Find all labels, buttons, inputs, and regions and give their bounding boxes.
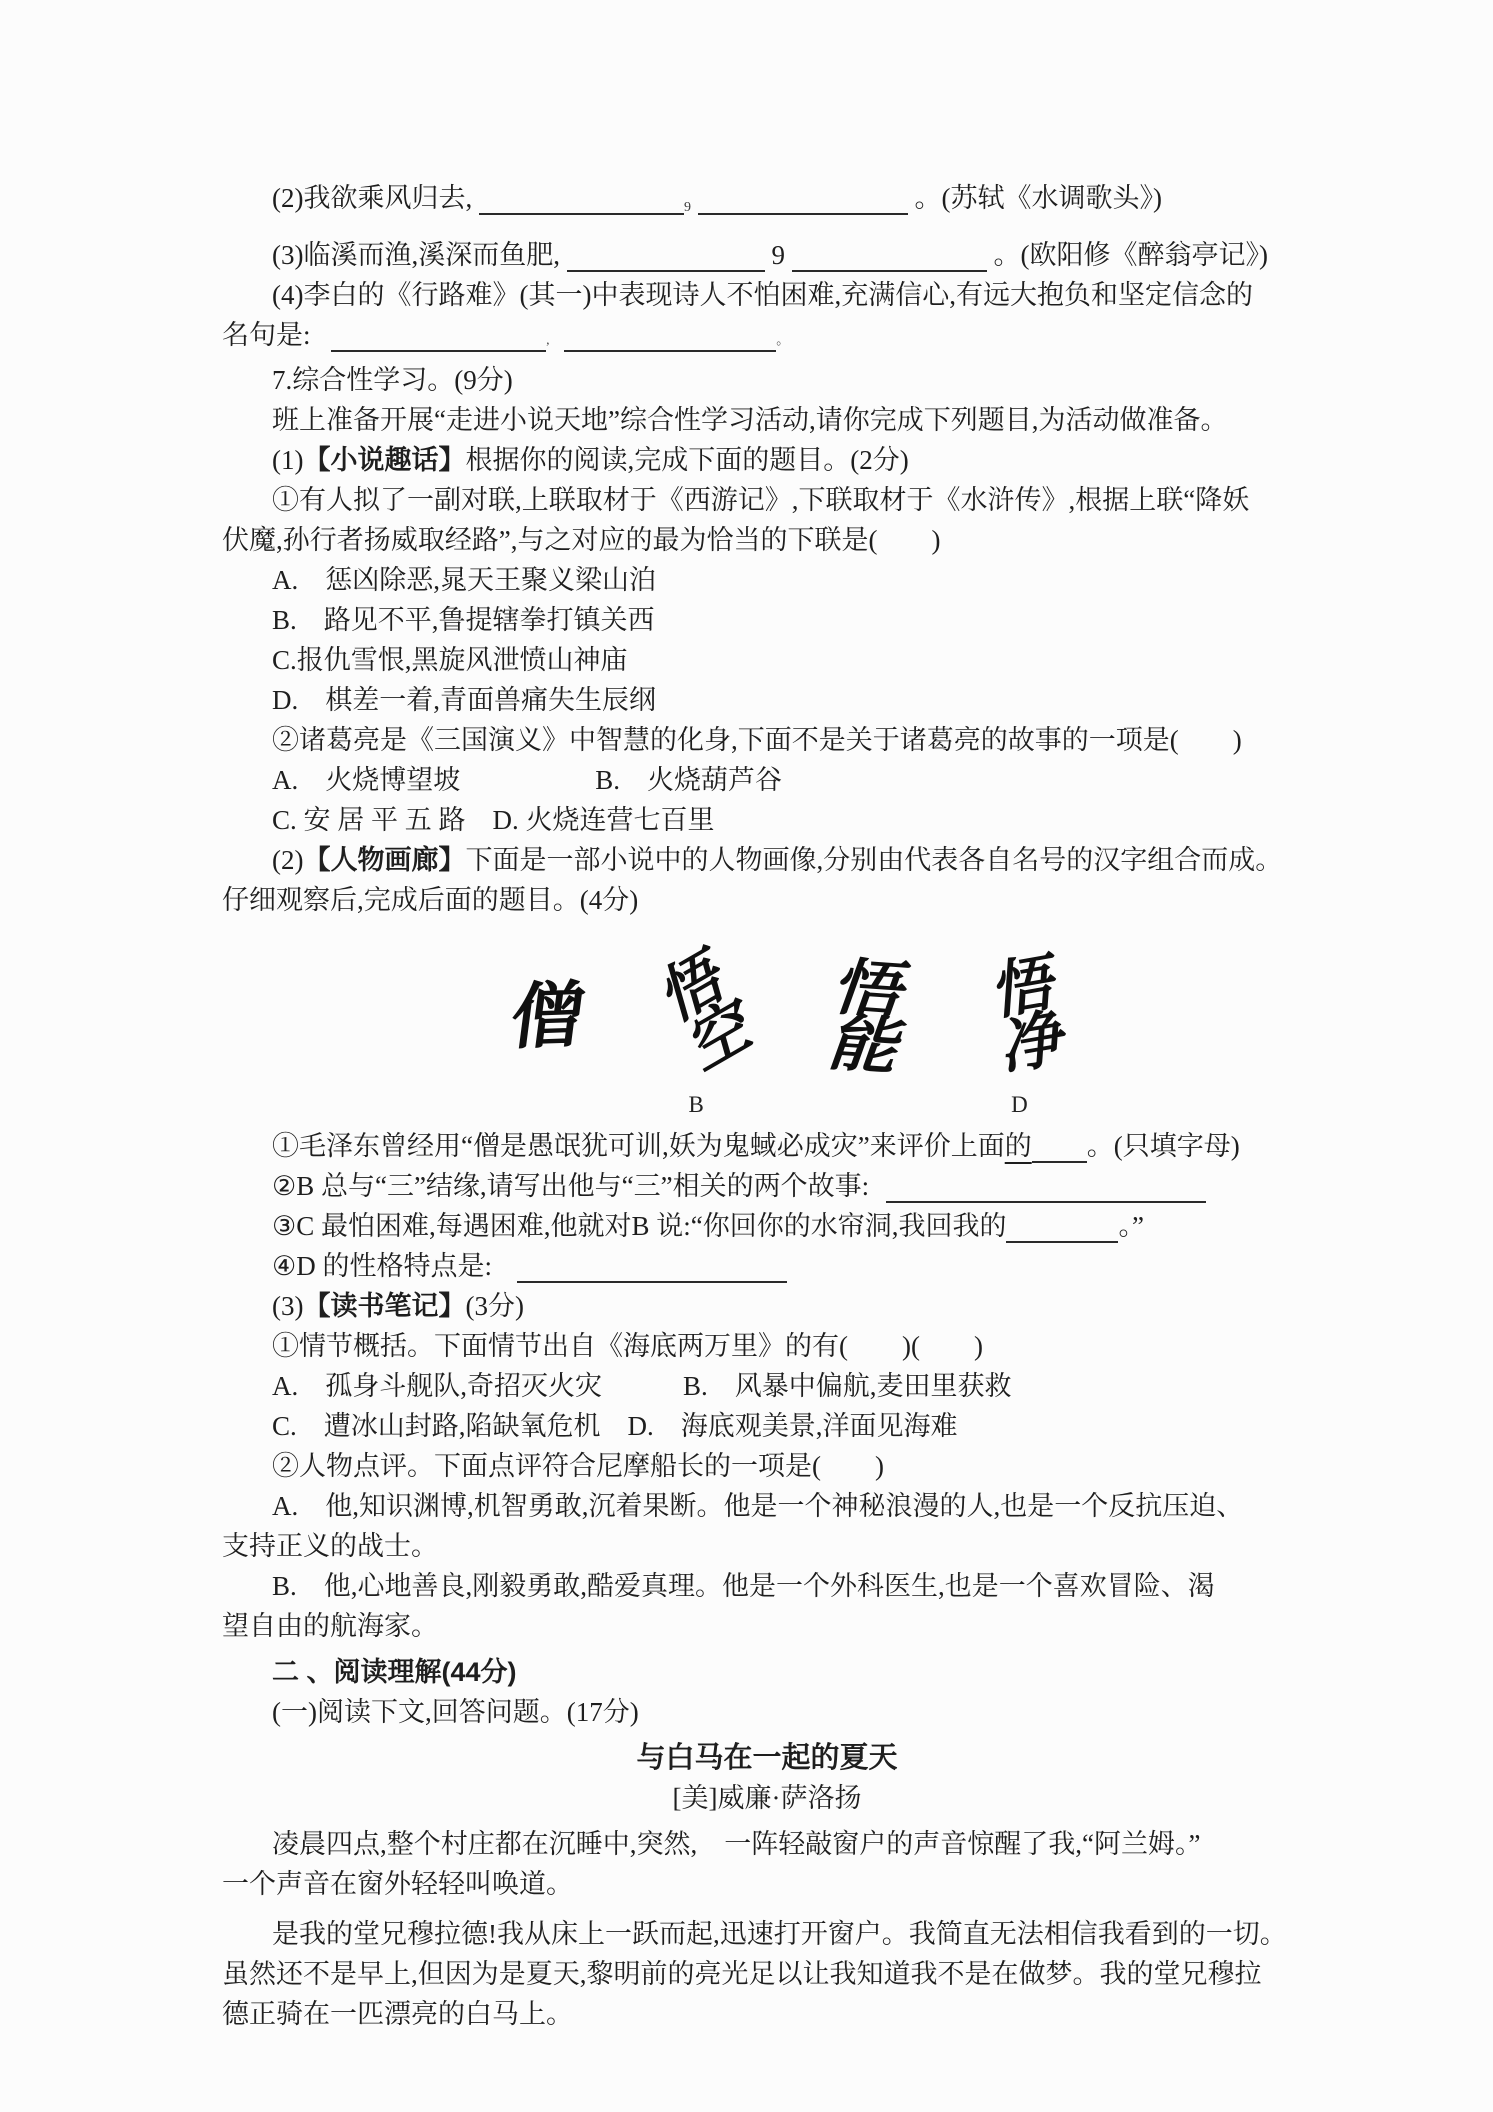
- portrait-4-label: D: [1011, 1092, 1028, 1117]
- couplet-question-line-2: [222, 520, 1312, 560]
- essay-title: 与白马在一起的夏天: [636, 1742, 898, 1774]
- question-2-text: (2)我欲乘风归去,: [272, 183, 473, 213]
- essay-para-1-text-2: 一个声音在窗外轻轻叫唤道。: [222, 1869, 573, 1899]
- plot-options-cd: [222, 1406, 1312, 1446]
- answer-blank: [1032, 1131, 1087, 1163]
- part3-tag: 【读书笔记】: [303, 1291, 466, 1321]
- couplet-option-c-text: C.报仇雪恨,黑旋风泄愤山神庙: [272, 645, 628, 675]
- part3-number: (3): [272, 1291, 304, 1321]
- zhuge-options-cd-text: C. 安 居 平 五 路 D. 火烧连营七百里: [272, 805, 715, 835]
- answer-blank: [517, 1251, 787, 1283]
- part1-desc: 根据你的阅读,完成下面的题目。(2分): [465, 445, 909, 475]
- question-7-heading: [222, 360, 1312, 400]
- underlined-character: 的: [1004, 1131, 1032, 1161]
- answer-blank: [564, 320, 776, 352]
- zhuge-options-ab-text: A. 火烧博望坡 B. 火烧葫芦谷: [272, 765, 783, 795]
- answer-blank: [331, 320, 546, 352]
- review-option-a-line-2: [222, 1526, 1312, 1566]
- answer-blank: [792, 240, 987, 272]
- scan-artifact-mark: 9: [683, 200, 691, 215]
- d-traits-line: [222, 1246, 1312, 1286]
- c-dialogue-end: 。”: [1118, 1211, 1144, 1241]
- c-dialogue-text: ③C 最怕困难,每遇困难,他就对B 说:“你回你的水帘洞,我回我的: [272, 1211, 1007, 1241]
- portrait-2: [636, 932, 757, 1120]
- portrait-4-art: 悟净: [974, 949, 1066, 1073]
- review-option-b-text-2: 望自由的航海家。: [222, 1611, 438, 1641]
- essay-para-2-text-3: 德正骑在一匹漂亮的白马上。: [222, 1999, 573, 2029]
- couplet-option-a: [222, 560, 1312, 600]
- part1-tag: 【小说趣话】: [303, 445, 466, 475]
- plot-options-ab-text: A. 孤身斗舰队,奇招灭火灾 B. 风暴中偏航,麦田里获救: [272, 1371, 1012, 1401]
- zhuge-options-cd: [222, 800, 1312, 840]
- plot-options-ab: [222, 1366, 1312, 1406]
- section-two-heading: [222, 1652, 1312, 1692]
- essay-para-2-text-1: 是我的堂兄穆拉德!我从床上一跃而起,迅速打开窗户。我简直无法相信我看到的一切。: [272, 1919, 1287, 1949]
- part2-heading-line-2: [222, 880, 1312, 920]
- b-stories-line: [222, 1166, 1312, 1206]
- couplet-question-text-1: ①有人拟了一副对联,上联取材于《西游记》,下联取材于《水浒传》,根据上联“降妖: [272, 485, 1250, 515]
- scan-artifact-mark: 9: [771, 240, 785, 270]
- mao-comment-text: ①毛泽东曾经用“僧是愚氓犹可训,妖为鬼蜮必成灾”来评价上面: [272, 1131, 1005, 1161]
- mao-comment-note: 。(只填字母): [1086, 1131, 1240, 1161]
- essay-para-2-line-1: [222, 1914, 1312, 1954]
- review-option-b-text-1: B. 他,心地善良,刚毅勇敢,酷爱真理。他是一个外科医生,也是一个喜欢冒险、渴: [272, 1571, 1215, 1601]
- couplet-question-text-2: 伏魔,孙行者扬威取经路”,与之对应的最为恰当的下联是( ): [222, 525, 941, 555]
- essay-para-1-line-2: [222, 1864, 1312, 1904]
- essay-para-2-text-2: 虽然还不是早上,但因为是夏天,黎明前的亮光足以让我知道我不是在做梦。我的堂兄穆拉: [222, 1959, 1262, 1989]
- couplet-option-b: [222, 600, 1312, 640]
- review-option-a-text-2: 支持正义的战士。: [222, 1531, 438, 1561]
- couplet-option-c: [222, 640, 1312, 680]
- portrait-2-art: 悟空: [636, 944, 757, 1078]
- section-two-heading-text: 二 、阅读理解(44分): [272, 1657, 517, 1687]
- question-3-text: (3)临溪而渔,溪深而鱼肥,: [272, 240, 560, 270]
- review-option-b-line-1: [222, 1566, 1312, 1606]
- question-4-line-2: [222, 315, 1312, 360]
- question-7-heading-text: 7.综合性学习。(9分): [272, 365, 513, 395]
- answer-blank: [1006, 1211, 1118, 1243]
- activity-intro-line: [222, 400, 1312, 440]
- review-option-a-text-1: A. 他,知识渊博,机智勇敢,沉着果断。他是一个神秘浪漫的人,也是一个反抗压迫、: [272, 1491, 1244, 1521]
- couplet-option-b-text: B. 路见不平,鲁提辖拳打镇关西: [272, 605, 655, 635]
- review-option-b-line-2: [222, 1606, 1312, 1646]
- question-4-label: 名句是:: [222, 320, 311, 350]
- part3-desc: (3分): [465, 1291, 524, 1321]
- essay-para-2-line-3: [222, 1994, 1312, 2034]
- plot-options-cd-text: C. 遭冰山封路,陷缺氧危机 D. 海底观美景,洋面见海难: [272, 1411, 958, 1441]
- part1-heading-line: [222, 440, 1312, 480]
- zhuge-options-ab: [222, 760, 1312, 800]
- b-stories-text: ②B 总与“三”结缘,请写出他与“三”相关的两个故事:: [272, 1171, 870, 1201]
- part3-heading-line: [222, 1286, 1312, 1326]
- d-traits-text: ④D 的性格特点是:: [272, 1251, 492, 1281]
- character-review-question-line: [222, 1446, 1312, 1486]
- question-4-line-1: [222, 275, 1312, 315]
- portrait-3-art: 悟能: [813, 952, 904, 1070]
- part2-tag: 【人物画廊】: [303, 845, 466, 875]
- exam-content: [222, 178, 1312, 2034]
- reading-instruction-text: (一)阅读下文,回答问题。(17分): [272, 1697, 639, 1727]
- essay-author-line: [222, 1778, 1312, 1818]
- activity-intro-text: 班上准备开展“走进小说天地”综合性学习活动,请你完成下列题目,为活动做准备。: [272, 405, 1228, 435]
- plot-question-text: ①情节概括。下面情节出自《海底两万里》的有( )( ): [272, 1331, 983, 1361]
- essay-para-2-line-2: [222, 1954, 1312, 1994]
- scan-artifact-mark: 。: [776, 332, 790, 347]
- essay-para-1-line-1: [222, 1824, 1312, 1864]
- plot-question-line: [222, 1326, 1312, 1366]
- portrait-2-label: B: [688, 1092, 704, 1117]
- answer-blank: [479, 183, 684, 215]
- scan-artifact-mark: ,: [546, 332, 550, 347]
- answer-blank: [886, 1171, 1206, 1203]
- zhuge-question-text: ②诸葛亮是《三国演义》中智慧的化身,下面不是关于诸葛亮的故事的一项是( ): [272, 725, 1242, 755]
- c-dialogue-line: [222, 1206, 1312, 1246]
- character-review-question-text: ②人物点评。下面点评符合尼摩船长的一项是( ): [272, 1451, 884, 1481]
- question-2-source: 。(苏轼《水调歌头》): [914, 183, 1162, 213]
- portrait-3: [800, 932, 915, 1120]
- question-3-source: 。(欧阳修《醉翁亭记》): [993, 240, 1268, 270]
- reading-instruction-line: [222, 1692, 1312, 1732]
- part1-number: (1): [272, 445, 304, 475]
- review-option-a-line-1: [222, 1486, 1312, 1526]
- question-3-line: [222, 235, 1312, 275]
- part2-desc-2: 仔细观察后,完成后面的题目。(4分): [222, 885, 639, 915]
- couplet-option-d-text: D. 棋差一着,青面兽痛失生辰纲: [272, 685, 656, 715]
- couplet-option-a-text: A. 惩凶除恶,晁天王聚义梁山泊: [272, 565, 656, 595]
- part2-desc-1: 下面是一部小说中的人物画像,分别由代表各自名号的汉字组合而成。: [465, 845, 1283, 875]
- answer-blank: [698, 183, 908, 215]
- couplet-question-line-1: [222, 480, 1312, 520]
- mao-comment-line: [222, 1126, 1312, 1166]
- part2-heading-line-1: [222, 840, 1312, 880]
- character-portraits-row: [477, 932, 1077, 1120]
- portrait-4: [962, 932, 1077, 1120]
- essay-title-line: [222, 1738, 1312, 1778]
- answer-blank: [567, 240, 765, 272]
- portrait-1-art: 僧: [488, 976, 582, 1046]
- essay-para-1-text-1: 凌晨四点,整个村庄都在沉睡中,突然, 一阵轻敲窗户的声音惊醒了我,“阿兰姆。”: [272, 1829, 1201, 1859]
- question-4-text: (4)李白的《行路难》(其一)中表现诗人不怕困难,充满信心,有远大抱负和坚定信念的: [272, 280, 1253, 310]
- essay-author: [美]威廉·萨洛扬: [672, 1783, 862, 1813]
- portrait-1: [477, 932, 592, 1120]
- question-2-line: [222, 178, 1312, 228]
- couplet-option-d: [222, 680, 1312, 720]
- zhuge-question-line: [222, 720, 1312, 760]
- part2-number: (2): [272, 845, 304, 875]
